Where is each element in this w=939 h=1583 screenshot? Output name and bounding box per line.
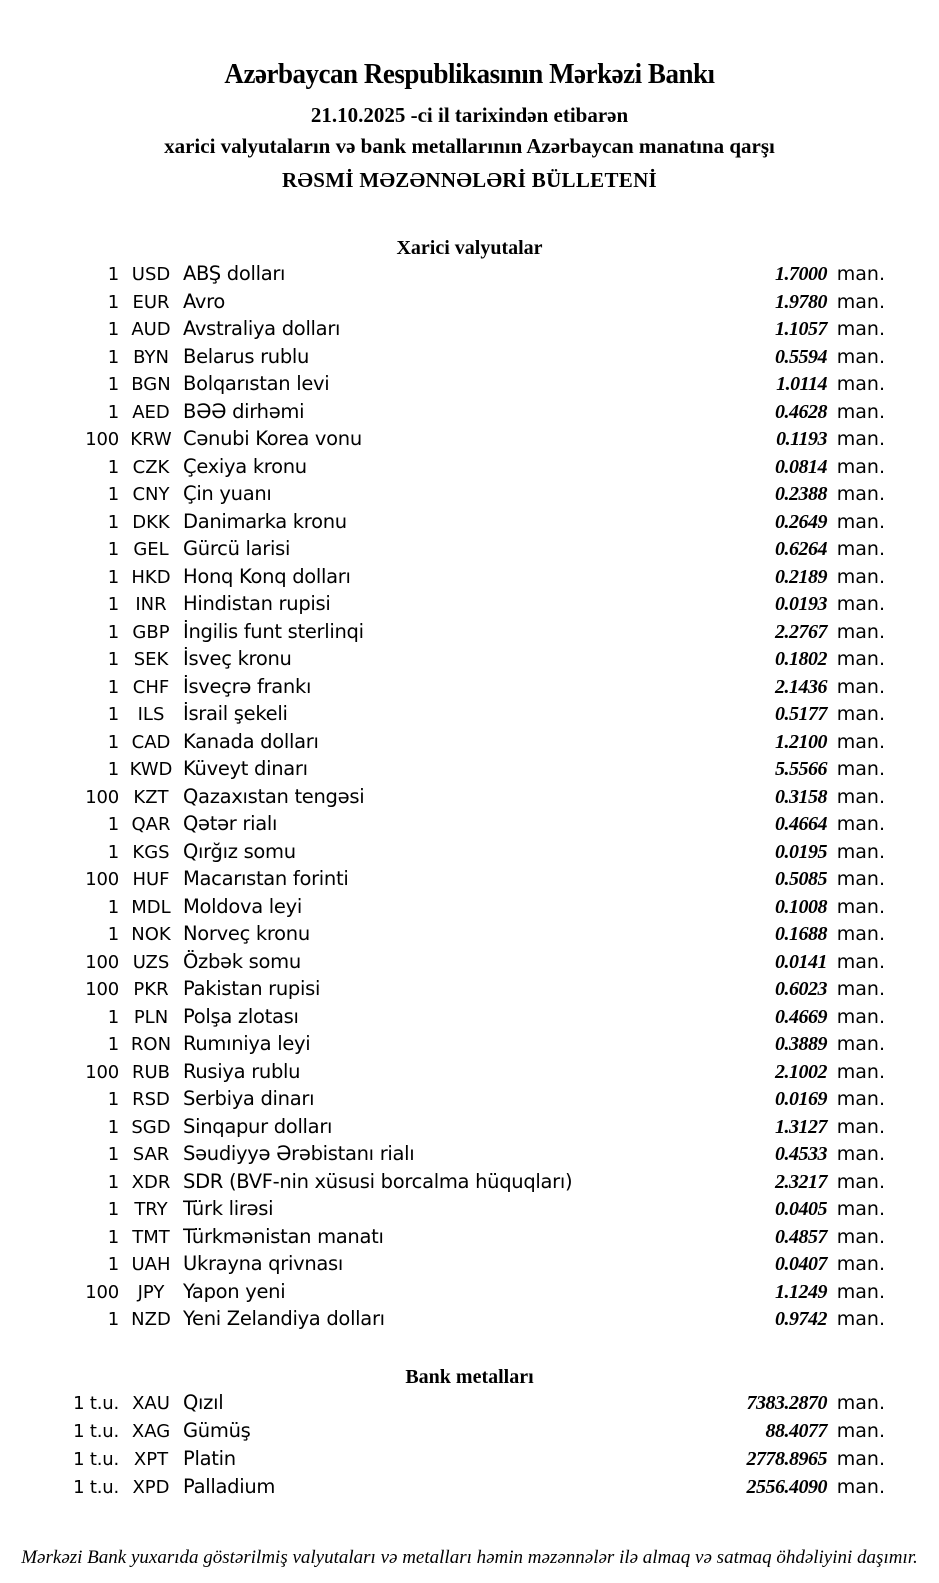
currency-name: Honq Konq dolları [183, 564, 351, 588]
rate-value: 2778.8965 [746, 1447, 827, 1470]
currency-code: TRY [134, 1199, 168, 1220]
rate-unit: man. [836, 345, 885, 368]
quantity: 1 [107, 594, 119, 615]
currency-name: Qazaxıstan tengəsi [183, 784, 365, 808]
table-row [55, 730, 885, 758]
quantity: 1 [107, 814, 119, 835]
rate-unit: man. [836, 1060, 885, 1083]
rate-value: 1.9780 [775, 290, 827, 313]
table-row [55, 702, 885, 730]
rate-unit: man. [836, 400, 885, 423]
table-row [55, 950, 885, 978]
table-row [55, 427, 885, 455]
currency-name: Çexiya kronu [183, 454, 307, 478]
currency-code: HKD [131, 566, 171, 588]
table-row [55, 1475, 885, 1503]
table-row [55, 1060, 885, 1088]
table-row [55, 372, 885, 400]
table-row [55, 647, 885, 675]
quantity: 1 [107, 484, 119, 505]
table-row [55, 290, 885, 318]
rate-unit: man. [836, 840, 885, 863]
currency-code: MDL [131, 896, 171, 918]
table-row [55, 1170, 885, 1198]
table-row [55, 867, 885, 895]
table-row [55, 1115, 885, 1143]
currency-name: Moldova leyi [183, 894, 302, 918]
rate-value: 0.3158 [775, 785, 827, 808]
quantity: 1 [107, 924, 119, 945]
quantity: 1 [107, 374, 119, 395]
rate-value: 2556.4090 [746, 1475, 827, 1498]
table-row [55, 1087, 885, 1115]
rate-unit: man. [836, 263, 885, 285]
rate-unit: man. [836, 1115, 885, 1138]
rate-value: 1.3127 [775, 1115, 827, 1138]
rate-value: 2.1436 [775, 675, 827, 698]
rate-value: 2.2767 [775, 620, 827, 643]
rate-value: 0.4857 [775, 1225, 827, 1248]
rate-unit: man. [836, 373, 885, 395]
quantity: 1 [107, 1116, 119, 1138]
quantity: 1 t.u. [73, 1476, 119, 1498]
rate-value: 0.9742 [775, 1308, 827, 1330]
table-row [55, 1142, 885, 1170]
page-title: Azərbaycan Respublikasının Mərkəzi Bankı [224, 58, 715, 90]
table-row [55, 317, 885, 345]
rate-unit: man. [836, 1447, 885, 1470]
quantity: 1 [107, 1171, 119, 1193]
rate-unit: man. [836, 428, 885, 450]
currency-code: RON [130, 1034, 172, 1055]
currency-code: CNY [132, 484, 170, 505]
subtitle-line: xarici valyutaların və bank metallarının Azərbaycan manatına qarşı [164, 134, 775, 158]
rate-unit: man. [836, 1253, 885, 1275]
table-row [55, 620, 885, 648]
currency-name: İngilis funt sterlinqi [183, 619, 364, 643]
currency-name: ABŞ dolları [183, 262, 286, 285]
table-row [55, 757, 885, 785]
currency-code: USD [131, 264, 171, 285]
rate-value: 88.4077 [765, 1419, 827, 1442]
quantity: 1 t.u. [73, 1448, 119, 1470]
rate-value: 1.1057 [775, 318, 827, 340]
table-row [55, 977, 885, 1005]
currency-name: Qırğız somu [183, 839, 296, 863]
currency-code: EUR [132, 291, 170, 313]
rate-value: 1.7000 [775, 263, 827, 285]
quantity: 1 [107, 401, 119, 423]
currency-code: ILS [137, 704, 165, 725]
rate-unit: man. [836, 868, 885, 890]
rate-value: 0.0141 [775, 950, 827, 973]
rate-value: 0.1008 [775, 895, 827, 918]
rate-unit: man. [836, 703, 885, 725]
rate-unit: man. [836, 730, 885, 753]
quantity: 1 [107, 704, 119, 725]
quantity: 1 [107, 1034, 119, 1055]
currency-code: QAR [131, 814, 171, 835]
rate-unit: man. [836, 813, 885, 835]
currency-name: Rumıniya leyi [183, 1032, 311, 1055]
currency-code: BGN [131, 374, 171, 395]
quantity: 1 [107, 841, 119, 863]
table-row [55, 812, 885, 840]
table-row [55, 922, 885, 950]
quantity: 100 [85, 429, 119, 450]
currency-code: AED [132, 401, 170, 423]
rate-value: 0.4628 [775, 400, 827, 423]
rate-unit: man. [836, 785, 885, 808]
table-row [55, 565, 885, 593]
currency-name: Çin yuanı [183, 482, 272, 505]
quantity: 1 [107, 291, 119, 313]
currency-name: Türkmənistan manatı [183, 1224, 384, 1248]
quantity: 1 t.u. [73, 1392, 119, 1414]
rate-unit: man. [836, 1143, 885, 1165]
currency-name: İsveçrə frankı [183, 674, 312, 698]
effective-date-line: 21.10.2025 -ci il tarixindən etibarən [310, 103, 629, 127]
rate-value: 1.2100 [775, 730, 827, 753]
table-row [55, 1005, 885, 1033]
rate-unit: man. [836, 1170, 885, 1193]
quantity: 1 [107, 896, 119, 918]
rate-value: 7383.2870 [746, 1391, 827, 1414]
quantity: 1 [107, 1144, 119, 1165]
rate-value: 0.0195 [775, 840, 827, 863]
quantity: 1 [107, 264, 119, 285]
table-row [55, 537, 885, 565]
rate-unit: man. [836, 510, 885, 533]
rate-value: 0.5177 [775, 703, 827, 725]
currency-name: Küveyt dinarı [183, 757, 308, 780]
table-row [55, 1197, 885, 1225]
currency-name: Danimarka kronu [183, 509, 347, 533]
table-row [55, 455, 885, 483]
currency-name: Yeni Zelandiya dolları [183, 1307, 385, 1330]
table-row [55, 1419, 885, 1447]
currency-name: Qətər rialı [183, 812, 278, 835]
rate-value: 0.0405 [775, 1198, 827, 1220]
currency-code: GBP [132, 621, 170, 643]
rate-unit: man. [836, 483, 885, 505]
currency-code: XAU [132, 1392, 170, 1414]
currency-name: Avro [183, 289, 226, 313]
bulletin-title: RƏSMİ MƏZƏNNƏLƏRİ BÜLLETENİ [281, 168, 658, 192]
rate-unit: man. [836, 318, 885, 340]
currency-code: RSD [132, 1089, 170, 1110]
currency-name: İsrail şekeli [183, 702, 288, 725]
rate-value: 0.1688 [775, 923, 827, 945]
section-title-metals: Bank metalları [405, 1365, 534, 1388]
currency-name: Polşa zlotası [183, 1004, 299, 1028]
currency-name: Belarus rublu [183, 344, 310, 368]
rate-value: 0.0169 [775, 1088, 827, 1110]
currency-name: Palladium [183, 1474, 276, 1498]
currency-name: Rusiya rublu [183, 1059, 301, 1083]
currency-name: Pakistan rupisi [183, 977, 321, 1000]
table-row [55, 675, 885, 703]
currency-code: HUF [132, 869, 170, 890]
currency-code: XPD [132, 1476, 170, 1498]
rate-value: 0.5085 [775, 868, 827, 890]
currency-code: CAD [131, 731, 171, 753]
rate-value: 0.0193 [775, 593, 827, 615]
currency-code: DKK [132, 511, 170, 533]
quantity: 100 [85, 979, 119, 1000]
currency-name: Ukrayna qrivnası [183, 1252, 344, 1275]
currency-code: TMT [132, 1226, 170, 1248]
rate-value: 0.1193 [776, 428, 827, 450]
currency-name: Macarıstan forinti [183, 867, 349, 890]
table-row [55, 400, 885, 428]
currency-name: Bolqarıstan levi [183, 372, 330, 395]
currency-name: Cənubi Korea vonu [183, 427, 362, 450]
currency-code: KWD [129, 759, 173, 780]
rate-unit: man. [836, 1475, 885, 1498]
rate-value: 2.3217 [775, 1170, 827, 1193]
currency-name: Qızıl [183, 1390, 224, 1414]
table-row [55, 592, 885, 620]
quantity: 1 t.u. [73, 1420, 119, 1442]
rate-value: 5.5566 [775, 758, 827, 780]
currency-code: SAR [132, 1144, 170, 1165]
rate-value: 0.3889 [775, 1033, 827, 1055]
currency-code: AUD [131, 319, 171, 340]
rate-unit: man. [836, 290, 885, 313]
quantity: 1 [107, 1006, 119, 1028]
table-row [55, 1280, 885, 1308]
rate-unit: man. [836, 895, 885, 918]
currency-code: NZD [131, 1309, 171, 1330]
metals-table [55, 1391, 885, 1503]
rate-value: 1.1249 [775, 1280, 827, 1303]
table-row [55, 1252, 885, 1280]
currency-code: XAG [131, 1420, 171, 1442]
currency-name: BƏƏ dirhəmi [183, 399, 305, 423]
quantity: 1 [107, 731, 119, 753]
currency-code: KZT [133, 786, 169, 808]
rate-unit: man. [836, 1088, 885, 1110]
currency-name: Sinqapur dolları [183, 1114, 333, 1138]
rate-unit: man. [836, 1033, 885, 1055]
quantity: 1 [107, 1199, 119, 1220]
rate-unit: man. [836, 1198, 885, 1220]
quantity: 100 [85, 786, 119, 808]
currency-code: BYN [133, 346, 169, 368]
rate-value: 0.0407 [775, 1253, 827, 1275]
rate-unit: man. [836, 923, 885, 945]
quantity: 100 [85, 1061, 119, 1083]
currency-name: İsveç kronu [183, 647, 292, 670]
table-row [55, 895, 885, 923]
rate-value: 2.1002 [775, 1060, 827, 1083]
currency-code: RUB [131, 1061, 171, 1083]
currency-name: Serbiya dinarı [183, 1087, 315, 1110]
rate-unit: man. [836, 593, 885, 615]
quantity: 1 [107, 621, 119, 643]
rate-value: 0.6023 [775, 978, 827, 1000]
table-row [55, 785, 885, 813]
quantity: 1 [107, 319, 119, 340]
quantity: 1 [107, 759, 119, 780]
quantity: 1 [107, 346, 119, 368]
currency-code: CHF [132, 676, 170, 698]
rate-unit: man. [836, 1225, 885, 1248]
quantity: 100 [85, 951, 119, 973]
quantity: 1 [107, 1309, 119, 1330]
currency-code: INR [135, 594, 167, 615]
quantity: 1 [107, 511, 119, 533]
quantity: 1 [107, 1089, 119, 1110]
table-row [55, 345, 885, 373]
table-row [55, 1225, 885, 1253]
rate-value: 0.5594 [775, 345, 827, 368]
currency-name: Gürcü larisi [183, 537, 291, 560]
quantity: 100 [85, 869, 119, 890]
currency-name: Səudiyyə Ərəbistanı rialı [183, 1142, 415, 1165]
section-title-currencies: Xarici valyutalar [396, 237, 543, 259]
currency-code: KGS [132, 841, 170, 863]
rate-unit: man. [836, 1419, 885, 1442]
rate-unit: man. [836, 648, 885, 670]
currency-name: Hindistan rupisi [183, 592, 331, 615]
rate-unit: man. [836, 1280, 885, 1303]
rate-unit: man. [836, 978, 885, 1000]
rate-unit: man. [836, 565, 885, 588]
rate-unit: man. [836, 950, 885, 973]
quantity: 1 [107, 1254, 119, 1275]
currency-code: SEK [133, 649, 169, 670]
currency-code: UZS [132, 951, 170, 973]
table-row [55, 1447, 885, 1475]
currency-code: UAH [131, 1254, 171, 1275]
rate-unit: man. [836, 1308, 885, 1330]
rate-value: 1.0114 [776, 373, 827, 395]
currency-name: Platin [183, 1446, 236, 1470]
currency-name: SDR (BVF-nin xüsusi borcalma hüquqları) [183, 1169, 573, 1193]
quantity: 1 [107, 456, 119, 478]
rate-unit: man. [836, 620, 885, 643]
rate-value: 0.1802 [775, 648, 827, 670]
currency-code: KRW [130, 429, 172, 450]
quantity: 100 [85, 1281, 119, 1303]
rate-value: 0.6264 [775, 538, 827, 560]
currency-name: Yapon yeni [183, 1279, 286, 1303]
table-row [55, 1307, 885, 1335]
currency-code: NOK [131, 924, 171, 945]
quantity: 1 [107, 676, 119, 698]
footer-note: Mərkəzi Bank yuxarıda göstərilmiş valyutaları və metalları həmin məzənnələr ilə almaq və satmaq öhdəliyini daşımır. [21, 1546, 918, 1568]
rate-value: 0.4533 [775, 1143, 827, 1165]
rate-unit: man. [836, 538, 885, 560]
currency-name: Özbək somu [183, 949, 301, 973]
rate-unit: man. [836, 1005, 885, 1028]
rate-unit: man. [836, 455, 885, 478]
quantity: 1 [107, 539, 119, 560]
currency-code: PKR [133, 979, 169, 1000]
currency-code: XDR [131, 1171, 171, 1193]
table-row [55, 510, 885, 538]
table-row [55, 1391, 885, 1419]
rate-unit: man. [836, 675, 885, 698]
table-row [55, 840, 885, 868]
bulletin-header [0, 0, 939, 198]
currency-code: PLN [133, 1006, 169, 1028]
currencies-table [55, 262, 885, 1335]
currency-name: Kanada dolları [183, 729, 319, 753]
currency-code: CZK [132, 456, 170, 478]
currency-name: Gümüş [183, 1418, 251, 1442]
rate-unit: man. [836, 758, 885, 780]
quantity: 1 [107, 649, 119, 670]
table-row [55, 262, 885, 290]
currency-code: SGD [131, 1116, 171, 1138]
currency-name: Türk lirəsi [183, 1197, 274, 1220]
currency-name: Avstraliya dolları [183, 317, 341, 340]
currency-code: XPT [133, 1448, 169, 1470]
table-row [55, 1032, 885, 1060]
rate-value: 0.4669 [775, 1005, 827, 1028]
quantity: 1 [107, 1226, 119, 1248]
rate-value: 0.4664 [775, 813, 827, 835]
currency-name: Norveç kronu [183, 922, 310, 945]
currency-code: GEL [133, 539, 169, 560]
rate-unit: man. [836, 1391, 885, 1414]
rate-value: 0.2388 [775, 483, 827, 505]
rate-value: 0.2189 [775, 565, 827, 588]
rate-value: 0.2649 [775, 510, 827, 533]
rate-value: 0.0814 [775, 455, 827, 478]
table-row [55, 482, 885, 510]
quantity: 1 [107, 566, 119, 588]
currency-code: JPY [137, 1281, 165, 1303]
